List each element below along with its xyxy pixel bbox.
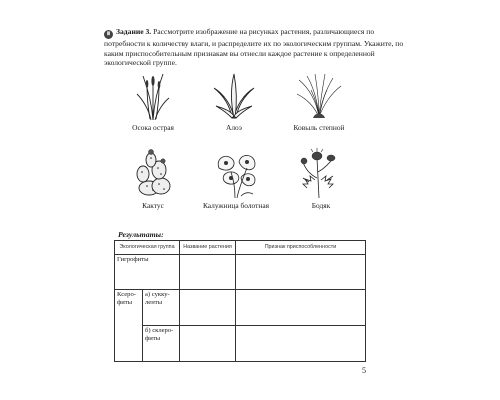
plant-thistle [281,148,361,210]
plant-cactus [113,148,193,210]
sedge-icon [133,72,173,120]
table-row [115,290,366,326]
task-text: Рассмотрите изображение на рисунках растения, различающиеся по потребности к количеству влаги, и распределите их по экологическим группам. Укажите, по каким приспособительным признакам вы отнесли каждое растение к определенной экологической группе. [104,27,404,68]
page-number: 5 [362,366,366,375]
answer-cell[interactable] [236,255,366,290]
header-plant-name: Название растения [180,241,236,255]
table-row [115,326,366,362]
plant-sedge [113,72,193,132]
table-row [115,255,366,290]
plant-name: Осока острая [132,123,174,132]
plant-name: Калужница болотная [202,201,270,210]
plant-name: Кактус [142,201,164,210]
header-adaptation: Признак приспособленности [236,241,366,255]
answer-cell[interactable] [180,326,236,362]
aloe-icon [210,72,258,120]
results-title: Результаты: [118,230,164,239]
thistle-icon [299,148,343,198]
task-number-badge: Ⅲ [104,30,113,39]
plant-name: Ковыль степной [293,123,345,132]
header-eco-group: Экологическая группа [115,241,180,255]
answer-cell[interactable] [180,255,236,290]
plant-name: Бодяк [311,201,331,210]
plant-marsh-marigold [196,148,276,210]
task-title: Задание 3. [116,27,152,36]
row-label-sclerophytes: б) склеро-фиты [143,326,180,362]
row-label-succulents: а) сукку-ленты [143,290,180,326]
answer-cell[interactable] [236,290,366,326]
answer-cell[interactable] [180,290,236,326]
row-label-xerophytes: Ксеро-фиты [115,290,143,362]
task-block [104,27,404,68]
plant-name: Алоэ [226,123,242,132]
marsh-marigold-icon [211,148,261,198]
feather-grass-icon [295,72,343,120]
plant-aloe [194,72,274,132]
answer-cell[interactable] [236,326,366,362]
row-label-hygrophytes: Гигрофиты [115,255,180,290]
cactus-icon [129,148,177,198]
results-table [114,240,366,362]
plant-feather-grass [279,72,359,132]
table-header-row [115,241,366,255]
